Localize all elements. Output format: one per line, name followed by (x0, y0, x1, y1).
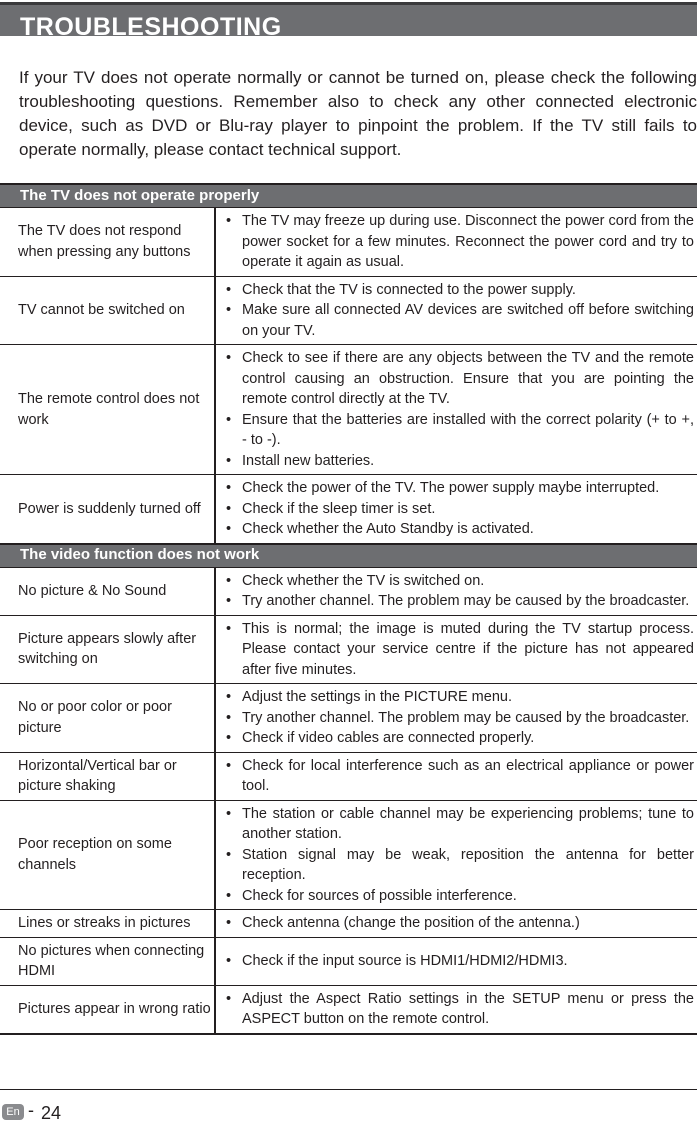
solution-text: Check whether the Auto Standby is activated. (242, 521, 534, 537)
solution-text: The TV may freeze up during use. Disconnect the power cord from the power socket for a few minutes. Reconnect the power cord and try to operate it again as usual. (242, 213, 694, 270)
title-bar (0, 2, 697, 41)
list-item (216, 211, 694, 273)
solution-text: Station signal may be weak, reposition the antenna for better reception. (242, 846, 694, 883)
problem-cell: Lines or streaks in pictures (0, 910, 215, 938)
bullet-icon: • (226, 689, 232, 705)
section-title: The video function does not work (0, 544, 697, 568)
list-item (216, 687, 694, 708)
solution-list (216, 211, 694, 273)
language-badge: En (2, 1104, 24, 1120)
table-row (0, 208, 697, 277)
bullet-icon: • (226, 709, 232, 726)
list-item (216, 348, 694, 410)
problem-cell: Picture appears slowly after switching on (0, 615, 215, 684)
table-row (0, 800, 697, 910)
solution-text: Check for local interference such as an electrical appliance or power tool. (242, 757, 694, 794)
bullet-icon: • (226, 915, 232, 931)
list-item (216, 519, 694, 540)
list-item (216, 913, 694, 934)
list-item (216, 708, 694, 729)
solution-cell (215, 615, 697, 684)
solution-list (216, 951, 694, 972)
table-row (0, 567, 697, 615)
solution-cell (215, 800, 697, 910)
solution-text: Check for sources of possible interference. (242, 887, 517, 904)
bullet-icon: • (226, 350, 232, 366)
table-row (0, 276, 697, 345)
bullet-icon: • (226, 480, 232, 496)
list-item (216, 619, 694, 681)
table-row (0, 985, 697, 1034)
solution-text: Adjust the settings in the PICTURE menu. (242, 689, 512, 705)
list-item (216, 756, 694, 797)
table-row (0, 345, 697, 475)
troubleshooting-table (0, 183, 697, 1035)
problem-cell: No pictures when connecting HDMI (0, 937, 215, 985)
solution-list (216, 687, 694, 749)
page-dash: - (28, 1100, 34, 1120)
bullet-icon: • (226, 887, 232, 904)
solution-cell (215, 567, 697, 615)
table-row (0, 684, 697, 753)
section-header (0, 184, 697, 208)
page-title: TROUBLESHOOTING (20, 13, 282, 41)
table-row (0, 752, 697, 800)
solution-text: Try another channel. The problem may be caused by the broadcaster. (242, 593, 690, 609)
bullet-icon: • (226, 805, 232, 822)
solution-text: Check if video cables are connected properly. (242, 730, 535, 746)
list-item (216, 989, 694, 1030)
problem-cell: Poor reception on some channels (0, 800, 215, 910)
problem-cell: The remote control does not work (0, 345, 215, 475)
list-item (216, 300, 694, 341)
solution-text: This is normal; the image is muted during the TV startup process. Please contact your service centre if the picture has not appeared after five minutes. (242, 620, 694, 678)
list-item (216, 845, 694, 886)
list-item (216, 280, 694, 301)
bullet-icon: • (226, 846, 232, 863)
solution-cell (215, 985, 697, 1034)
bullet-icon: • (226, 620, 232, 637)
list-item (216, 951, 694, 972)
solution-cell (215, 208, 697, 277)
bullet-icon: • (226, 521, 232, 537)
bullet-icon: • (226, 213, 232, 229)
list-item (216, 571, 694, 592)
solution-text: Try another channel. The problem may be caused by the broadcaster. (242, 709, 690, 726)
solution-text: Check if the input source is HDMI1/HDMI2/HDMI3. (242, 952, 568, 969)
solution-text: Make sure all connected AV devices are switched off before switching on your TV. (242, 302, 694, 339)
bullet-icon: • (226, 281, 232, 298)
list-item (216, 478, 694, 499)
bullet-icon: • (226, 500, 232, 517)
problem-cell: Horizontal/Vertical bar or picture shaking (0, 752, 215, 800)
list-item (216, 728, 694, 749)
bullet-icon: • (226, 990, 232, 1007)
solution-list (216, 478, 694, 540)
solution-text: Check whether the TV is switched on. (242, 572, 485, 589)
problem-cell: The TV does not respond when pressing any buttons (0, 208, 215, 277)
footer-divider (0, 1089, 697, 1090)
bullet-icon: • (226, 593, 232, 609)
problem-cell: No or poor color or poor picture (0, 684, 215, 753)
solution-text: Ensure that the batteries are installed with the correct polarity (+ to +, - to -). (242, 411, 694, 448)
intro-paragraph: If your TV does not operate normally or cannot be turned on, please check the following troubleshooting questions. Remember also to check any other connected electronic device, such as DVD or Blu-ray player to pinpoint the problem. If the TV still fails to operate normally, please contact technical support. (19, 68, 697, 159)
problem-cell: TV cannot be switched on (0, 276, 215, 345)
solution-cell (215, 937, 697, 985)
table-row (0, 615, 697, 684)
table-row (0, 475, 697, 544)
section-title: The TV does not operate properly (0, 184, 697, 208)
solution-list (216, 989, 694, 1030)
solution-list (216, 756, 694, 797)
bullet-icon: • (226, 730, 232, 746)
list-item (216, 410, 694, 451)
solution-text: Check that the TV is connected to the power supply. (242, 281, 576, 298)
bullet-icon: • (226, 302, 232, 318)
solution-list (216, 571, 694, 612)
solution-cell (215, 475, 697, 544)
solution-text: Install new batteries. (242, 452, 375, 469)
bullet-icon: • (226, 952, 232, 969)
solution-list (216, 280, 694, 342)
solution-cell (215, 910, 697, 938)
bullet-icon: • (226, 572, 232, 589)
bullet-icon: • (226, 411, 232, 428)
solution-text: Check the power of the TV. The power supply maybe interrupted. (242, 480, 660, 496)
section-header (0, 544, 697, 568)
list-item (216, 451, 694, 472)
solution-text: Check antenna (change the position of the antenna.) (242, 915, 580, 931)
page-number: 24 (41, 1103, 62, 1123)
list-item (216, 886, 694, 907)
solution-text: Check if the sleep timer is set. (242, 500, 436, 517)
solution-list (216, 913, 694, 934)
problem-cell: Pictures appear in wrong ratio (0, 985, 215, 1034)
solution-list (216, 804, 694, 907)
list-item (216, 804, 694, 845)
solution-text: The station or cable channel may be experiencing problems; tune to another station. (242, 805, 694, 842)
solution-cell (215, 276, 697, 345)
list-item (216, 591, 694, 612)
table-row (0, 910, 697, 938)
solution-cell (215, 345, 697, 475)
problem-cell: Power is suddenly turned off (0, 475, 215, 544)
bullet-icon: • (226, 452, 232, 469)
solution-text: Check to see if there are any objects between the TV and the remote control causing an obstruction. Ensure that you are pointing the remote control directly at the TV. (242, 350, 694, 407)
bullet-icon: • (226, 757, 232, 774)
solution-text: Adjust the Aspect Ratio settings in the SETUP menu or press the ASPECT button on the remote control. (242, 990, 694, 1027)
solution-cell (215, 684, 697, 753)
table-row (0, 937, 697, 985)
solution-cell (215, 752, 697, 800)
list-item (216, 499, 694, 520)
solution-list (216, 619, 694, 681)
problem-cell: No picture & No Sound (0, 567, 215, 615)
solution-list (216, 348, 694, 471)
